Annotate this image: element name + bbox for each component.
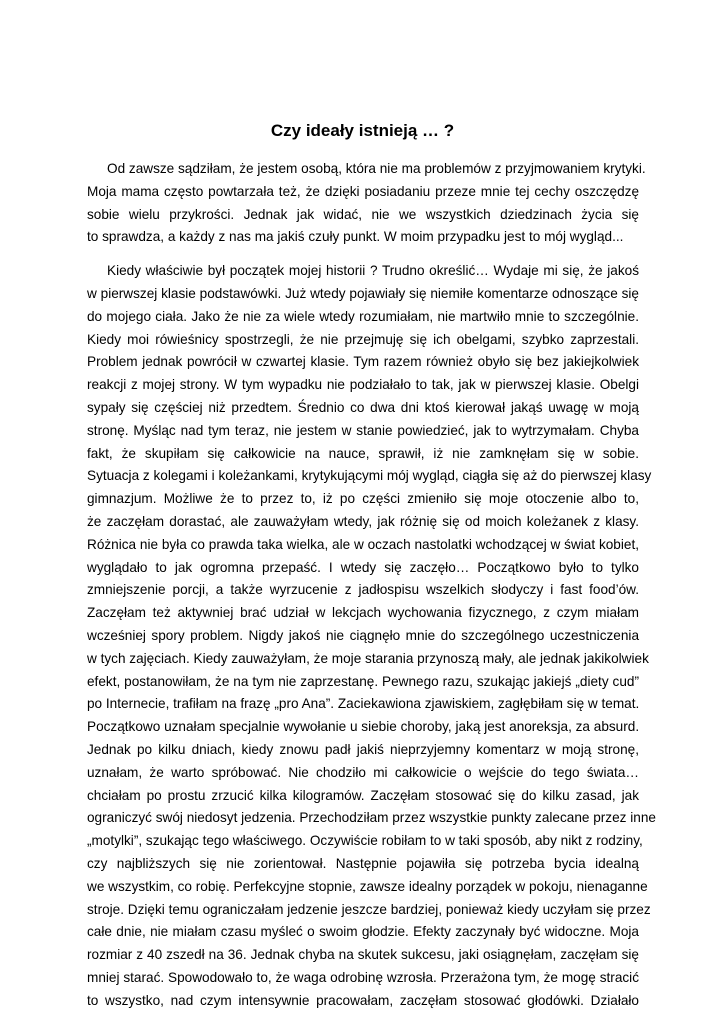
text-line: mniej starać. Spowodowało to, że waga odrobinę wzrosła. Przerażona tym, że mogę stracić [87,969,639,985]
document-body [87,158,656,1012]
text-line: reakcji z mojej strony. W tym wypadku nie podziałało to tak, jak w pierwszej klasie. Obelgi [87,377,639,393]
text-line: Od zawsze sądziłam, że jestem osobą, która nie ma problemów z przyjmowaniem krytyki. [107,161,646,176]
text-line: Problem jednak powrócił w czwartej klasie. Tym razem również obyło się bez jakiejkolwiek [87,354,639,370]
text-line: „motylki”, szukając tego właściwego. Oczywiście robiłam to w taki sposób, aby nikt z rodziny, [87,833,643,849]
text-line: w pierwszej klasie podstawówki. Już wtedy pojawiały się niemiłe komentarze odnoszące się [87,285,639,301]
text-line: uznałam, że warto spróbować. Nie chodziło mi całkowicie o wejście do tego świata… [87,764,639,780]
text-line: fakt, że skupiłam się całkowicie na nauce, sprawił, iż nie zamknęłam się w sobie. [87,445,639,461]
text-line: po Internecie, trafiłam na frazę „pro Ana”. Zaciekawiona zjawiskiem, zagłębiłam się w temat. [87,696,640,712]
paragraph-1 [87,158,646,249]
text-line: to sprawdza, a każdy z nas ma jakiś czuły punkt. W moim przypadku jest to mój wygląd... [87,229,624,245]
text-line: gimnazjum. Możliwe że to przez to, iż po części zmieniło się moje otoczenie albo to, [87,491,639,507]
text-line: rozmiar z 40 zszedł na 36. Jednak chyba na skutek sukcesu, jaki osiągnęłam, zaczęłam się [87,947,639,963]
text-line: Jednak po kilku dniach, kiedy znowu padł jakiś nieprzyjemny komentarz w moją stronę, [87,741,639,757]
text-line: stronę. Myśląc nad tym teraz, nie jestem w stanie powiedzieć, jak to wytrzymałam. Chyba [87,422,639,438]
text-line: Początkowo uznałam specjalnie wywołanie u siebie choroby, jaką jest anoreksja, za absurd. [87,719,640,735]
text-line: Zaczęłam też aktywniej brać udział w lekcjach wychowania fizycznego, z czym miałam [87,605,639,621]
text-line: wcześniej spory problem. Nigdy jakoś nie ciągnęło mnie do szczególnego uczestniczenia [87,627,639,643]
text-line: efekt, postanowiłam, że na tym nie zaprzestanę. Pewnego razu, szukając jakiejś „diety cud” [87,673,639,689]
text-line: całe dnie, nie miałam czasu myśleć o swoim głodzie. Efekty zaczynały być widoczne. Moja [87,924,639,940]
text-line: we wszystkim, co robię. Perfekcyjne stopnie, zawsze idealny porządek w pokoju, nienaganne [87,878,648,894]
text-line: do mojego ciała. Jako że nie za wiele wtedy rozumiałam, nie martwiło mnie to szczególnie. [87,308,639,324]
text-line: że zaczęłam dorastać, ale zauważyłam wtedy, jak różnię się od moich koleżanek z klasy. [87,513,639,529]
text-line: chciałam po prostu zrzucić kilka kilogramów. Zaczęłam stosować się do kilku zasad, jak [87,787,639,803]
text-line: wyglądało to jak ogromna przepaść. I wtedy się zaczęło… Początkowo było to tylko [87,559,639,575]
text-line: stroje. Dzięki temu ograniczałam jedzenie jeszcze bardziej, ponieważ kiedy uczyłam się przez [87,901,651,917]
text-line: Kiedy właściwie był początek mojej historii ? Trudno określić… Wydaje mi się, że jakoś [107,263,639,279]
text-line: ograniczyć swój niedosyt jedzenia. Przechodziłam przez wszystkie punkty zalecane przez inne [87,810,656,826]
text-line: Kiedy moi rówieśnicy spostrzegli, że nie przejmuję się ich obelgami, szybko zaprzestali. [87,331,639,347]
text-line: sobie wielu przykrości. Jednak jak widać, nie we wszystkich dziedzinach życia się [87,206,639,222]
text-line: czy najbliższych się nie zorientował. Następnie pojawiła się potrzeba bycia idealną [87,855,639,871]
text-line: to wszystko, nad czym intensywnie pracowałam, zaczęłam stosować głodówki. Działało [87,992,639,1008]
text-line: Różnica nie była co prawda taka wielka, ale w oczach nastolatki wchodzącej w świat kobiet, [87,536,639,552]
text-line: Sytuacja z kolegami i koleżankami, krytykującymi mój wygląd, ciągła się aż do pierwszej klasy [87,468,652,484]
text-line: w tych zajęciach. Kiedy zauważyłam, że moje starania przynoszą mały, ale jednak jakikolwiek [87,650,649,666]
text-line: zmniejszenie porcji, a także wyrzucenie z jadłospisu wszelkich słodyczy i fast food’ów. [87,582,639,598]
paragraph-2 [87,260,656,1012]
text-line: sypały się częściej niż przedtem. Średnio co dwa dni ktoś kierował jakąś uwagę w moją [87,399,639,415]
text-line: Moja mama często powtarzała też, że dzięki posiadaniu przeze mnie tej cechy oszczędzę [87,183,639,199]
document-title: Czy ideały istnieją … ? [270,121,455,140]
